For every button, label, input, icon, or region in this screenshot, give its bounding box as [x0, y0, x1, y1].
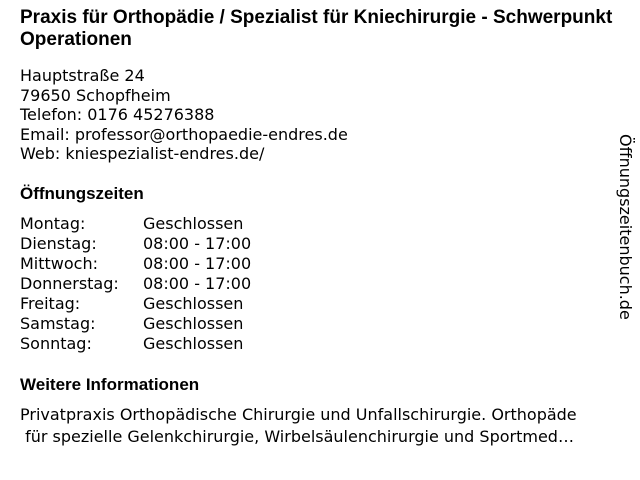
phone-line: Telefon: 0176 45276388: [20, 105, 215, 125]
day-hours: 08:00 - 17:00: [143, 234, 252, 253]
day-label: Dienstag:: [20, 234, 97, 253]
day-hours: Geschlossen: [143, 294, 244, 313]
web-line: Web: kniespezialist-endres.de/: [20, 144, 265, 164]
day-hours: Geschlossen: [143, 314, 244, 333]
day-label: Mittwoch:: [20, 254, 98, 273]
day-hours: Geschlossen: [143, 334, 244, 353]
address-city: 79650 Schopfheim: [20, 85, 171, 105]
hours-row: [20, 294, 251, 314]
hours-row: [20, 334, 251, 354]
day-hours: 08:00 - 17:00: [143, 254, 252, 273]
more-info-line: für spezielle Gelenkchirurgie, Wirbelsäulenchirurgie und Sportmed…: [20, 427, 574, 446]
day-label: Freitag:: [20, 294, 81, 313]
watermark-text: Öffnungszeitenbuch.de: [616, 134, 635, 320]
watermark-label: [614, 134, 636, 366]
hours-row: [20, 274, 251, 294]
day-label: Donnerstag:: [20, 274, 119, 293]
day-label: Montag:: [20, 214, 86, 233]
business-title: Praxis für Orthopädie / Spezialist für Kniechirurgie - Schwerpunkt Operationen: [20, 7, 613, 50]
hours-row: [20, 314, 251, 334]
opening-hours-heading: Öffnungszeiten: [20, 184, 144, 203]
day-hours: Geschlossen: [143, 214, 244, 233]
day-label: Samstag:: [20, 314, 96, 333]
hours-row: [20, 214, 251, 234]
address-block: [20, 66, 348, 164]
day-label: Sonntag:: [20, 334, 92, 353]
address-street: Hauptstraße 24: [20, 66, 145, 85]
hours-row: [20, 234, 251, 254]
more-info-text: [20, 404, 620, 448]
more-info-heading: Weitere Informationen: [20, 375, 200, 394]
hours-row: [20, 254, 251, 274]
more-info-line: Privatpraxis Orthopädische Chirurgie und Unfallschirurgie. Orthopäde: [20, 405, 577, 424]
day-hours: 08:00 - 17:00: [143, 274, 252, 293]
email-line: Email: professor@orthopaedie-endres.de: [20, 124, 348, 144]
opening-hours-table: [20, 214, 251, 354]
